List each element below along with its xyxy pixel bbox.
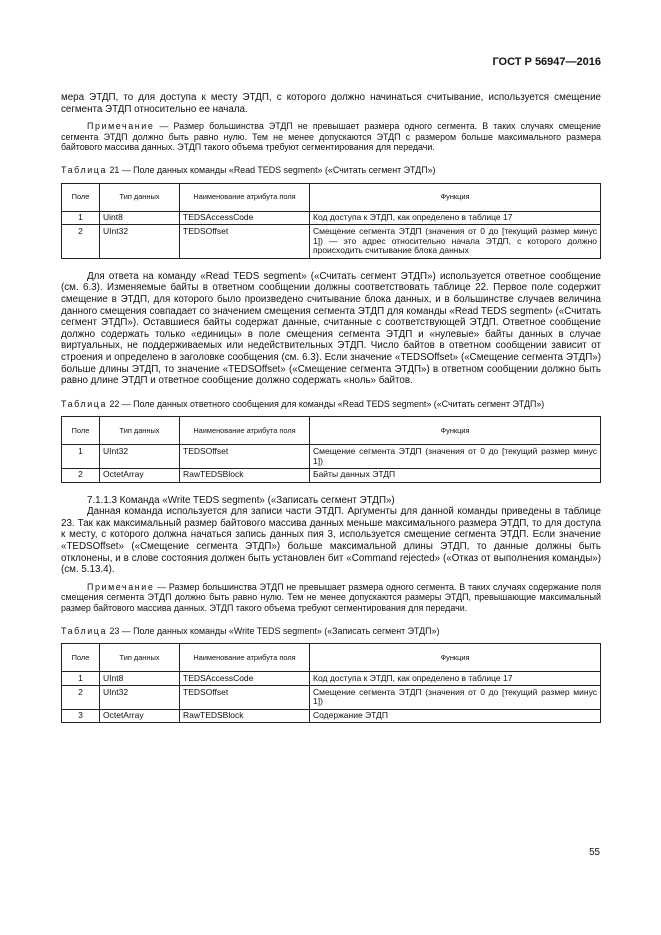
note-text: — Размер большинства ЭТДП не превышает размера одного сегмента. В таких случаях содержание поля смещения сегмента ЭТДП должно быть равно нулю. Тем не менее допускаются размеры ЭТДП, превышающие максимальный размер байтового массива данных. ЭТДП такого объема требуют сегментирования для передачи. [61,581,601,614]
note-label: Примечание [87,121,155,132]
cell-field: 1 [62,672,100,686]
caption-label: Таблица [61,398,107,409]
cell-field: 3 [62,709,100,723]
section-heading: 7.1.1.3 Команда «Write TEDS segment» («Записать сегмент ЭТДП») [87,494,395,506]
cell-type: UInt32 [100,445,180,469]
table-21-caption [61,165,601,176]
cell-type: UInt32 [100,686,180,710]
table-row [62,468,601,482]
note-2 [61,582,601,614]
cell-function: Смещение сегмента ЭТДП (значения от 0 до [текущий размер минус 1]) [310,686,601,710]
cell-name: TEDSOffset [180,686,310,710]
paragraph-response: Для ответа на команду «Read TEDS segment» («Считать сегмент ЭТДП») используется ответное сообщение (см. 6.3). Изменяемые байты в ответном сообщении должны соответствовать таблице 22. Первое поле содержит смещение в ЭТДП, для которого было произведено считывание блока данных, и в большинстве случаев величина данного смещения совпадает со значением смещения сегмента ЭТДП для команды «Read TEDS segment» («Считать сегмент ЭТДП»). Оставшиеся байты содержат данные, считанные с соответствующей ЭТДП. Ответное сообщение должно содержать только «единицы» в поле смещения сегмента ЭТДП и «нулевые» байты данных в случае виртуальных, не поддерживаемых или недействительных ЭТДП. Число байтов в ответном сообщении зависит от строения и определено в заголовке сообщения (см. 6.3). Если значение «TEDSOffset» («Смещение сегмента ЭТДП») больше длины ЭТДП, то значение «TEDSOffset» («Смещение сегмента ЭТДП») в ответном сообщении должно быть равно длине ЭТДП и ответное сообщение должно содержать «ноль» байтов. [61,270,601,387]
header-function: Функция [310,183,601,211]
cell-function: Смещение сегмента ЭТДП (значения от 0 до [текущий размер минус 1]) — это адрес относительно начала ЭТДП, с которого должно происходить считывание блока данных [310,225,601,258]
page-number: 55 [589,847,600,858]
header-type: Тип данных [100,644,180,672]
header-name: Наименование атрибута поля [180,417,310,445]
table-22 [61,416,601,482]
header-name: Наименование атрибута поля [180,183,310,211]
cell-function: Код доступа к ЭТДП, как определено в таблице 17 [310,211,601,225]
table-row [62,225,601,258]
note-label: Примечание [87,581,155,592]
cell-name: RawTEDSBlock [180,709,310,723]
header-field: Поле [62,417,100,445]
cell-type: Uint8 [100,211,180,225]
caption-text: 23 — Поле данных команды «Write TEDS segment» («Записать сегмент ЭТДП») [107,625,440,636]
cell-type: OctetArray [100,709,180,723]
table-22-caption [61,399,601,410]
table-header-row [62,417,601,445]
cell-function: Код доступа к ЭТДП, как определено в таблице 17 [310,672,601,686]
table-row [62,211,601,225]
cell-name: TEDSOffset [180,445,310,469]
document-page [61,56,601,723]
cell-type: OctetArray [100,468,180,482]
cell-field: 1 [62,445,100,469]
cell-field: 2 [62,686,100,710]
header-field: Поле [62,183,100,211]
cell-name: RawTEDSBlock [180,468,310,482]
caption-text: 22 — Поле данных ответного сообщения для команды «Read TEDS segment» («Считать сегмент ЭТДП») [107,398,545,409]
caption-text: 21 — Поле данных команды «Read TEDS segment» («Считать сегмент ЭТДП») [107,164,436,175]
cell-function: Содержание ЭТДП [310,709,601,723]
cell-field: 2 [62,225,100,258]
header-function: Функция [310,417,601,445]
note-1 [61,121,601,153]
table-21 [61,183,601,259]
paragraph-write-command: Данная команда используется для записи части ЭТДП. Аргументы для данной команды приведены в таблице 23. Так как максимальный размер байтового массива данных меньше максимального размера ЭТДП, то для доступа к месту, с которого должна начаться запись данных пия 3, используется смещение сегмента ЭТДП. Если значение «TEDSOffset» («Смещение сегмента ЭТДП») больше максимальной длины ЭТДП, то данные должны быть отклонены, и в слове состояния должен быть установлен бит «Command rejected» («Отказ от выполнения команды») (см. 5.13.4). [61,506,601,576]
caption-label: Таблица [61,625,107,636]
document-header: ГОСТ Р 56947—2016 [492,56,601,68]
header-function: Функция [310,644,601,672]
table-row [62,672,601,686]
cell-name: TEDSAccessCode [180,211,310,225]
cell-name: TEDSOffset [180,225,310,258]
cell-field: 1 [62,211,100,225]
header-name: Наименование атрибута поля [180,644,310,672]
cell-field: 2 [62,468,100,482]
table-row [62,445,601,469]
cell-function: Байты данных ЭТДП [310,468,601,482]
header-field: Поле [62,644,100,672]
paragraph-intro: мера ЭТДП, то для доступа к месту ЭТДП, с которого должно начинаться считывание, используется смещение сегмента ЭТДП относительно ее начала. [61,92,601,115]
cell-type: UInt8 [100,672,180,686]
caption-label: Таблица [61,164,107,175]
cell-type: UInt32 [100,225,180,258]
header-type: Тип данных [100,183,180,211]
table-header-row [62,644,601,672]
header-type: Тип данных [100,417,180,445]
table-23-caption [61,626,601,637]
table-header-row [62,183,601,211]
table-23 [61,643,601,723]
table-row [62,686,601,710]
note-text: — Размер большинства ЭТДП не превышает размера одного сегмента. В таких случаях смещение сегмента ЭТДП должно быть равно нулю. Тем не менее допускаются ЭТДП с размером больше максимального размера байтового массива данных. ЭТДП такого объема требуют сегментирования для передачи. [61,121,601,153]
cell-name: TEDSAccessCode [180,672,310,686]
cell-function: Смещение сегмента ЭТДП (значения от 0 до [текущий размер минус 1]) [310,445,601,469]
table-row [62,709,601,723]
